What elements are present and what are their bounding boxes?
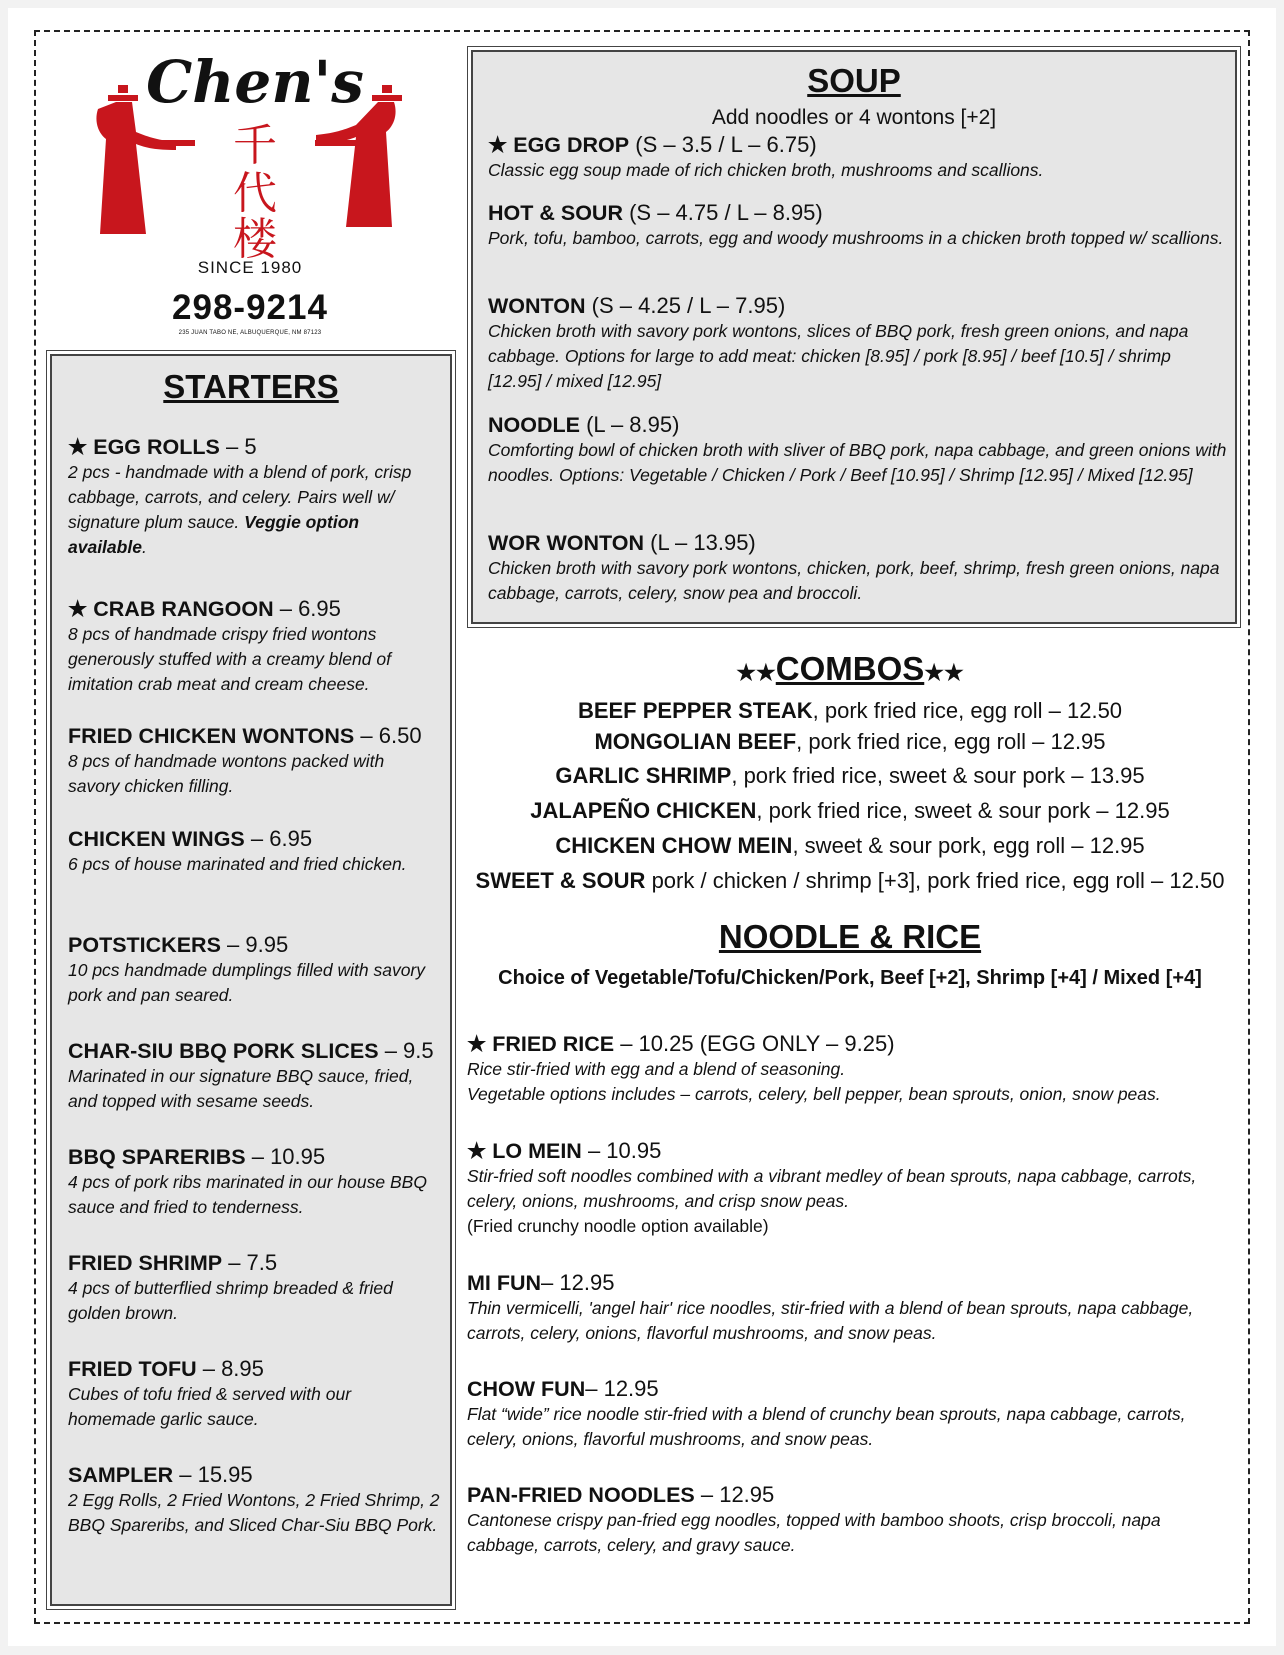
logo-chinese-char-1: 千 [233,120,277,171]
item-description: Chicken broth with savory pork wontons, chicken, pork, beef, shrimp, fresh green onions, napa cabbage, carrots, celery, snow pea and broccoli. [488,558,1220,603]
item-price: – 10.95 [581,1138,662,1163]
item-description: Classic egg soup made of rich chicken broth, mushrooms and scallions. [488,160,1044,180]
item-price: (S – 4.75 / L – 8.95) [622,200,823,225]
combos-title-text: COMBOS [775,650,925,687]
noodle-rice-item [467,1031,1237,1107]
item-name: ★ EGG ROLLS [68,435,220,459]
combo-details: , pork fried rice, sweet & sour pork – 13.95 [731,763,1145,788]
item-price: (S – 4.25 / L – 7.95) [585,293,786,318]
star-icon: ★★ [736,660,776,685]
item-price: (S – 3.5 / L – 6.75) [629,132,817,157]
starter-item [68,1356,440,1432]
item-description: 4 pcs of butterflied shrimp breaded & fried golden brown. [68,1278,393,1323]
item-description: Thin vermicelli, 'angel hair' rice noodles, stir-fried with a blend of bean sprouts, napa cabbage, carrots, celery, onions, flavorful mushrooms, and snow peas. [467,1298,1194,1343]
starter-item [68,826,440,877]
address-line: 235 JUAN TABO NE, ALBUQUERQUE, NM 87123 [178,330,322,336]
item-price: – 12.95 [585,1376,659,1401]
item-description: Flat “wide” rice noodle stir-fried with a blend of crunchy bean sprouts, napa cabbage, carrots, celery, onions, flavorful mushrooms, and snow peas. [467,1404,1186,1449]
item-price: – 15.95 [173,1462,253,1487]
starter-item [68,1144,440,1220]
item-description: 8 pcs of handmade crispy fried wontons generously stuffed with a creamy blend of imitation crab meat and cream cheese. [68,624,391,694]
item-name: PAN-FRIED NOODLES [467,1483,695,1507]
item-name: WONTON [488,294,586,318]
item-description: Cubes of tofu fried & served with our homemade garlic sauce. [68,1384,352,1429]
starter-item [68,1250,440,1326]
item-description: 4 pcs of pork ribs marinated in our house BBQ sauce and fried to tenderness. [68,1172,427,1217]
item-name: FRIED CHICKEN WONTONS [68,724,355,748]
item-price: – 6.50 [354,723,422,748]
logo-chinese-char-3: 楼 [233,214,277,265]
logo-chinese-char-2: 代 [233,168,277,219]
item-name: HOT & SOUR [488,201,623,225]
item-desc-bold: Veggie option available [68,512,360,557]
item-name: ★ LO MEIN [467,1139,582,1163]
item-name: BBQ SPARERIBS [68,1145,246,1169]
starters-title: STARTERS [163,368,339,405]
item-name: ★ CRAB RANGOON [68,597,274,621]
item-desc-text: 2 pcs - handmade with a blend of pork, crisp cabbage, carrots, and celery. Pairs well w/ signature plum sauce. [68,462,412,532]
item-description: 6 pcs of house marinated and fried chicken. [68,854,407,874]
item-name: NOODLE [488,413,580,437]
soup-title: SOUP [807,62,901,99]
item-price: – 9.95 [220,932,289,957]
item-price: – 5 [219,434,257,459]
item-description: Pork, tofu, bamboo, carrots, egg and woody mushrooms in a chicken broth topped w/ scallions. [488,228,1224,248]
combo-item [455,763,1245,789]
item-name: POTSTICKERS [68,933,221,957]
item-description: 10 pcs handmade dumplings filled with savory pork and pan seared. [68,960,425,1005]
phone-number: 298-9214 [172,288,328,327]
item-description: Cantonese crispy pan-fried egg noodles, topped with bamboo shoots, crisp broccoli, napa cabbage, carrots, celery, and gravy sauce. [467,1510,1161,1555]
noodle-rice-item [467,1270,1237,1346]
item-description: Chicken broth with savory pork wontons, slices of BBQ pork, fresh green onions, and napa cabbage. Options for large to add meat: chicken [8.95] / pork [8.95] / beef [10.5] / shrimp [12.95] / mixed [12.95] [488,321,1189,391]
soup-subtitle: Add noodles or 4 wontons [+2] [711,106,997,129]
starter-item [68,434,440,560]
starter-item [68,1038,440,1114]
item-description: 8 pcs of handmade wontons packed with savory chicken filling. [68,751,385,796]
combo-details: , pork fried rice, egg roll – 12.95 [796,729,1106,754]
combo-details: pork / chicken / shrimp [+3], pork fried rice, egg roll – 12.50 [645,868,1225,893]
star-icon: ★★ [924,660,964,685]
combo-item [455,798,1245,824]
soup-item [488,132,1228,183]
item-price: – 9.5 [378,1038,434,1063]
soup-item [488,200,1228,251]
item-name: CHICKEN WINGS [68,827,245,851]
item-description: Rice stir-fried with egg and a blend of seasoning. [467,1059,846,1079]
item-description: Stir-fried soft noodles combined with a vibrant medley of bean sprouts, napa cabbage, carrots, celery, onions, mushrooms, and crisp snow peas. [467,1166,1197,1211]
combo-name: BEEF PEPPER STEAK [577,698,813,723]
combo-details: , pork fried rice, egg roll – 12.50 [812,698,1123,723]
item-price: – 6.95 [244,826,313,851]
item-desc-end: . [141,537,147,557]
item-name: ★ EGG DROP [488,133,630,157]
starter-item [68,596,440,697]
combo-item [455,729,1245,755]
item-note: (Fried crunchy noodle option available) [467,1216,769,1236]
combo-item [455,833,1245,859]
item-price: – 12.95 [541,1270,615,1295]
item-description [68,460,440,560]
item-description: Comforting bowl of chicken broth with sliver of BBQ pork, napa cabbage, and green onions with noodles. Options: Vegetable / Chicken / Pork / Beef [10.95] / Shrimp [12.95] / Mixed [12.95] [488,440,1227,485]
soup-item [488,412,1228,488]
starters-panel [50,354,452,1606]
item-price: – 12.95 [694,1482,775,1507]
item-name: MI FUN [467,1271,542,1295]
item-name: CHOW FUN [467,1377,586,1401]
since-label: SINCE 1980 [197,258,303,277]
noodle-rice-title: NOODLE & RICE [718,918,982,955]
item-price: – 10.95 [245,1144,326,1169]
item-price: – 7.5 [222,1250,278,1275]
combo-name: SWEET & SOUR [475,868,646,893]
item-description: 2 Egg Rolls, 2 Fried Wontons, 2 Fried Shrimp, 2 BBQ Spareribs, and Sliced Char-Siu BBQ Pork. [68,1490,440,1535]
item-name: SAMPLER [68,1463,174,1487]
item-name: ★ FRIED RICE [467,1032,615,1056]
item-price: (L – 8.95) [579,412,680,437]
noodle-rice-item [467,1376,1237,1452]
item-name: FRIED TOFU [68,1357,197,1381]
item-description: Marinated in our signature BBQ sauce, fried, and topped with sesame seeds. [68,1066,414,1111]
item-description-options: Vegetable options includes – carrots, celery, bell pepper, bean sprouts, onion, snow peas. [467,1084,1161,1104]
item-name: FRIED SHRIMP [68,1251,223,1275]
starter-item [68,723,440,799]
noodle-rice-subtitle: Choice of Vegetable/Tofu/Chicken/Pork, Beef [+2], Shrimp [+4] / Mixed [+4] [498,967,1202,989]
soup-item [488,530,1228,606]
starter-item [68,932,440,1008]
soup-item [488,293,1228,394]
item-name: CHAR-SIU BBQ PORK SLICES [68,1039,379,1063]
logo-wordmark: Chen's [146,48,364,116]
combos-title [470,650,1230,688]
combo-name: GARLIC SHRIMP [555,763,732,788]
combo-item [455,698,1245,724]
combo-details: , pork fried rice, sweet & sour pork – 12.95 [756,798,1170,823]
combo-name: CHICKEN CHOW MEIN [555,833,793,858]
item-price: (L – 13.95) [644,530,756,555]
noodle-rice-item [467,1138,1237,1239]
combo-name: MONGOLIAN BEEF [594,729,797,754]
item-price: – 6.95 [273,596,341,621]
soup-panel [471,50,1237,624]
combo-name: JALAPEÑO CHICKEN [530,798,757,823]
item-price: – 10.25 (EGG ONLY – 9.25) [614,1031,895,1056]
item-price: – 8.95 [196,1356,264,1381]
combo-details: , sweet & sour pork, egg roll – 12.95 [792,833,1145,858]
noodle-rice-item [467,1482,1237,1558]
starter-item [68,1462,440,1538]
combo-item [455,868,1245,894]
item-name: WOR WONTON [488,531,645,555]
